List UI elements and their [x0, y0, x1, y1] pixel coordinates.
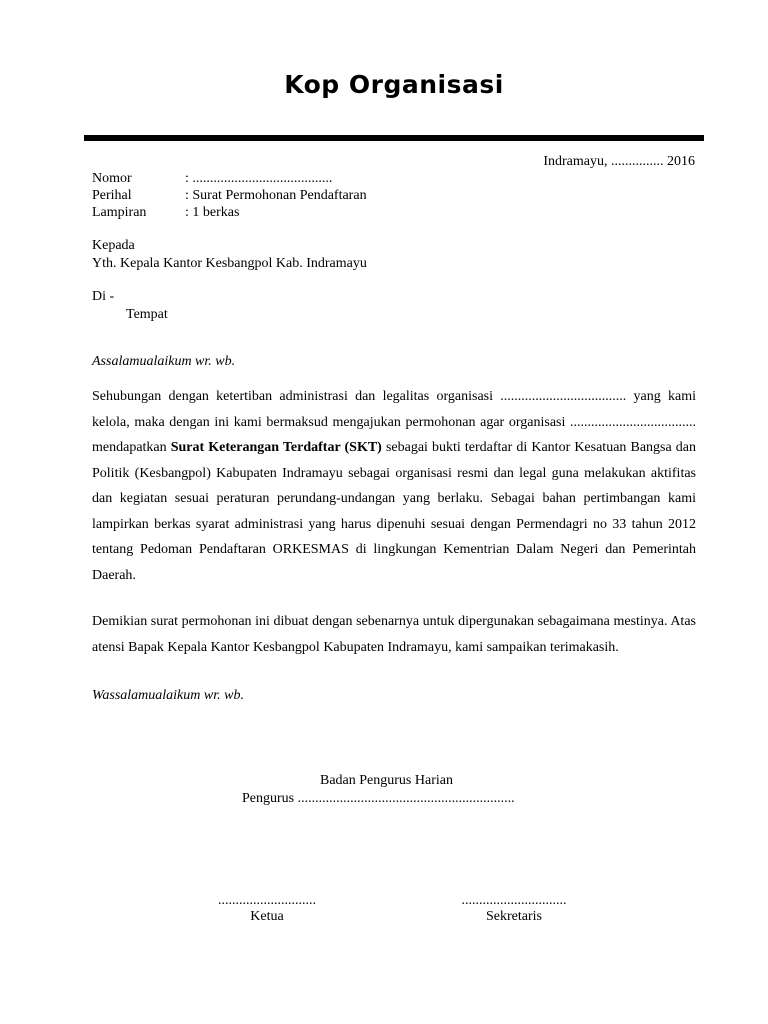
- place-date: Indramayu, ............... 2016: [543, 154, 695, 169]
- recipient-intro: Kepada: [92, 238, 135, 253]
- meta-label: Perihal: [92, 188, 132, 203]
- signature-ketua: [212, 893, 322, 925]
- signature-line: ............................: [218, 893, 316, 908]
- opening-greeting: Assalamualaikum wr. wb.: [92, 354, 236, 369]
- letterhead-divider: [84, 135, 704, 141]
- board-name: Pengurus ..............................................................: [242, 791, 515, 806]
- signature-role: Sekretaris: [486, 909, 542, 924]
- meta-row-perihal: [92, 187, 367, 204]
- meta-value: : 1 berkas: [185, 205, 240, 220]
- meta-label: Lampiran: [92, 205, 147, 220]
- recipient-block: [92, 237, 367, 273]
- address-di: Di -: [92, 289, 115, 304]
- closing-greeting: Wassalamualaikum wr. wb.: [92, 688, 244, 703]
- meta-row-lampiran: [92, 204, 367, 221]
- skt-emphasis: Surat Keterangan Terdaftar (SKT): [170, 440, 382, 455]
- meta-label: Nomor: [92, 171, 132, 186]
- body-paragraph-1: [92, 384, 696, 588]
- body-paragraph-2: Demikian surat permohonan ini dibuat dengan sebenarnya untuk dipergunakan sebagaimana mestinya. Atas atensi Bapak Kepala Kantor Kesbangpol Kabupaten Indramayu, kami sampaikan terimakasih.: [92, 614, 696, 655]
- signature-line: ..............................: [461, 893, 567, 908]
- body-text: Sehubungan dengan ketertiban administrasi dan legalitas organisasi .................................... yang kami kelola, maka dengan ini kami bermaksud mengajukan permohonan agar organisasi .................................... mendapatkan: [92, 389, 696, 455]
- board-title: Badan Pengurus Harian: [320, 773, 453, 788]
- address-block: [92, 288, 168, 324]
- meta-value: : Surat Permohonan Pendaftaran: [185, 188, 367, 203]
- signature-sekretaris: [455, 893, 573, 925]
- letterhead-title: Kop Organisasi: [284, 70, 504, 99]
- meta-value: : ........................................: [185, 171, 333, 186]
- letter-meta: [92, 170, 367, 221]
- signature-role: Ketua: [250, 909, 284, 924]
- body-text: sebagai bukti terdaftar di Kantor Kesatuan Bangsa dan Politik (Kesbangpol) Kabupaten Indramayu sebagai organisasi resmi dan legal guna melakukan aktifitas dan kegiatan sesuai peraturan perundang-undangan yang berlaku. Sebagai bahan pertimbangan kami lampirkan berkas syarat administrasi yang harus dipenuhi sesuai dengan Permendagri no 33 tahun 2012 tentang Pedoman Pendaftaran ORKESMAS di lingkungan Kementrian Dalam Negeri dan Pemerintah Daerah.: [92, 440, 697, 583]
- recipient-name: Yth. Kepala Kantor Kesbangpol Kab. Indramayu: [92, 256, 367, 271]
- meta-row-nomor: [92, 170, 367, 187]
- address-tempat: Tempat: [126, 307, 168, 322]
